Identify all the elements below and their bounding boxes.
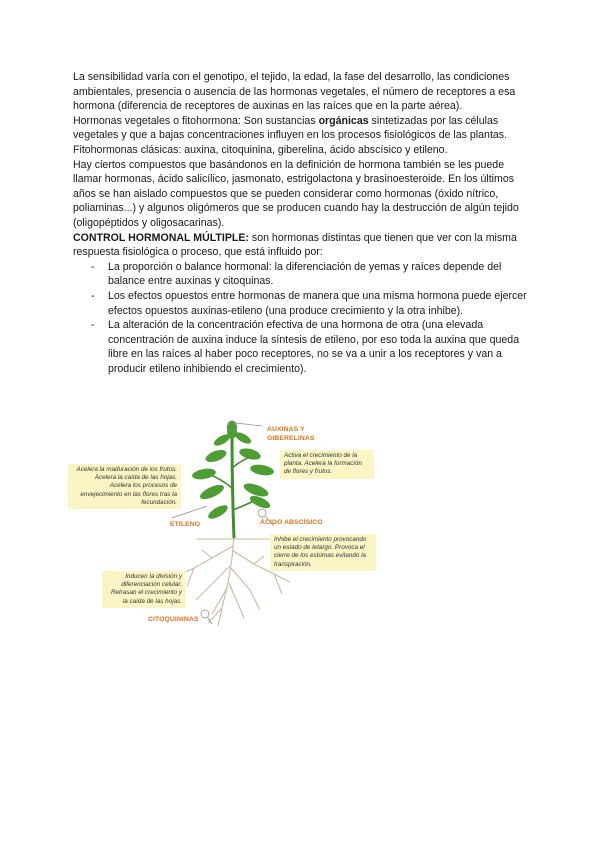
section-heading: CONTROL HORMONAL MÚLTIPLE: bbox=[73, 231, 249, 244]
text-span: sintetizadas por las células vegetales y que a bajas concentraciones influyen en los procesos fisiológicos de las plantas. bbox=[73, 114, 508, 142]
paragraph-compuestos: Hay ciertos compuestos que basándonos en la definición de hormona también se les puede llamar hormonas, ácido salicílico, jasmonato, estrigolactona y brasinoesteroide. En los últimos años se han aislado compuestos que se pueden considerar como hormonas (óxido nítrico, poliaminas...) y algunos oligómeros que se producen cuando hay la destrucción de algún tejido (oligopéptidos y oligosacarinas). bbox=[73, 158, 519, 229]
document-body bbox=[73, 70, 528, 376]
note-citoquininas: Inducen la división y diferenciación celular. Retrasan el crecimiento y la caída de las hojas. bbox=[102, 571, 186, 608]
text-span: Hormonas vegetales o fitohormona: Son sustancias bbox=[73, 114, 319, 127]
bold-term: orgánicas bbox=[318, 114, 369, 127]
label-citoquininas: CITOQUININAS bbox=[148, 616, 199, 623]
label-etileno: ETILENO bbox=[170, 521, 201, 528]
paragraph-control-hormonal bbox=[73, 231, 528, 260]
paragraph-sensibilidad: La sensibilidad varía con el genotipo, el tejido, la edad, la fase del desarrollo, las condiciones ambientales, presencia o ausencia de las hormonas vegetales, el número de receptores a esa hormona (diferencia de receptores de auxinas en las raíces que en la parte aérea). bbox=[73, 71, 516, 113]
bullet-item: - La alteración de la concentración efectiva de una hormona de otra (una elevada concentración de auxina induce la síntesis de etileno, por eso toda la auxina que queda libre en las raíces al haber poco receptores, no se va a unir a los receptores y van a producir etileno inhibiendo el crecimiento). bbox=[108, 318, 528, 376]
paragraph-fitohormonas: Fitohormonas clásicas: auxina, citoquinina, giberelina, ácido abscísico y etileno. bbox=[73, 143, 448, 156]
text-span: son hormonas distintas que tienen que ver con la misma respuesta fisiológica o proceso, que está influido por: bbox=[73, 231, 517, 259]
bullet-item: - La proporción o balance hormonal: la diferenciación de yemas y raíces depende del balance entre auxinas y citoquinas. bbox=[108, 260, 528, 289]
bullet-item: - Los efectos opuestos entre hormonas de manera que una misma hormona puede ejercer efectos opuestos auxinas-etileno (una produce crecimiento y la otra inhibe). bbox=[108, 289, 528, 318]
note-etileno: Acelera la maduración de los frutos. Acelera la caída de las hojas. Acelera los procesos de envejecimiento en las flores tras la fecundación. bbox=[68, 464, 181, 509]
plant-hormone-figure bbox=[62, 418, 382, 633]
label-auxinas-giberelinas: AUXINAS Y GIBERELINAS bbox=[267, 426, 315, 442]
bullet-list bbox=[73, 260, 528, 377]
paragraph-hormonas-vegetales bbox=[73, 114, 528, 143]
note-auxinas: Activa el crecimiento de la planta. Acelera la formación de flores y frutos. bbox=[280, 450, 374, 479]
note-acido-abscisico: Inhibe el crecimiento provocando un estado de letargo. Provoca el cierre de los estomas evitando la transpiración. bbox=[270, 534, 376, 571]
label-acido-abscisico: ÁCIDO ABSCÍSICO bbox=[260, 519, 323, 526]
